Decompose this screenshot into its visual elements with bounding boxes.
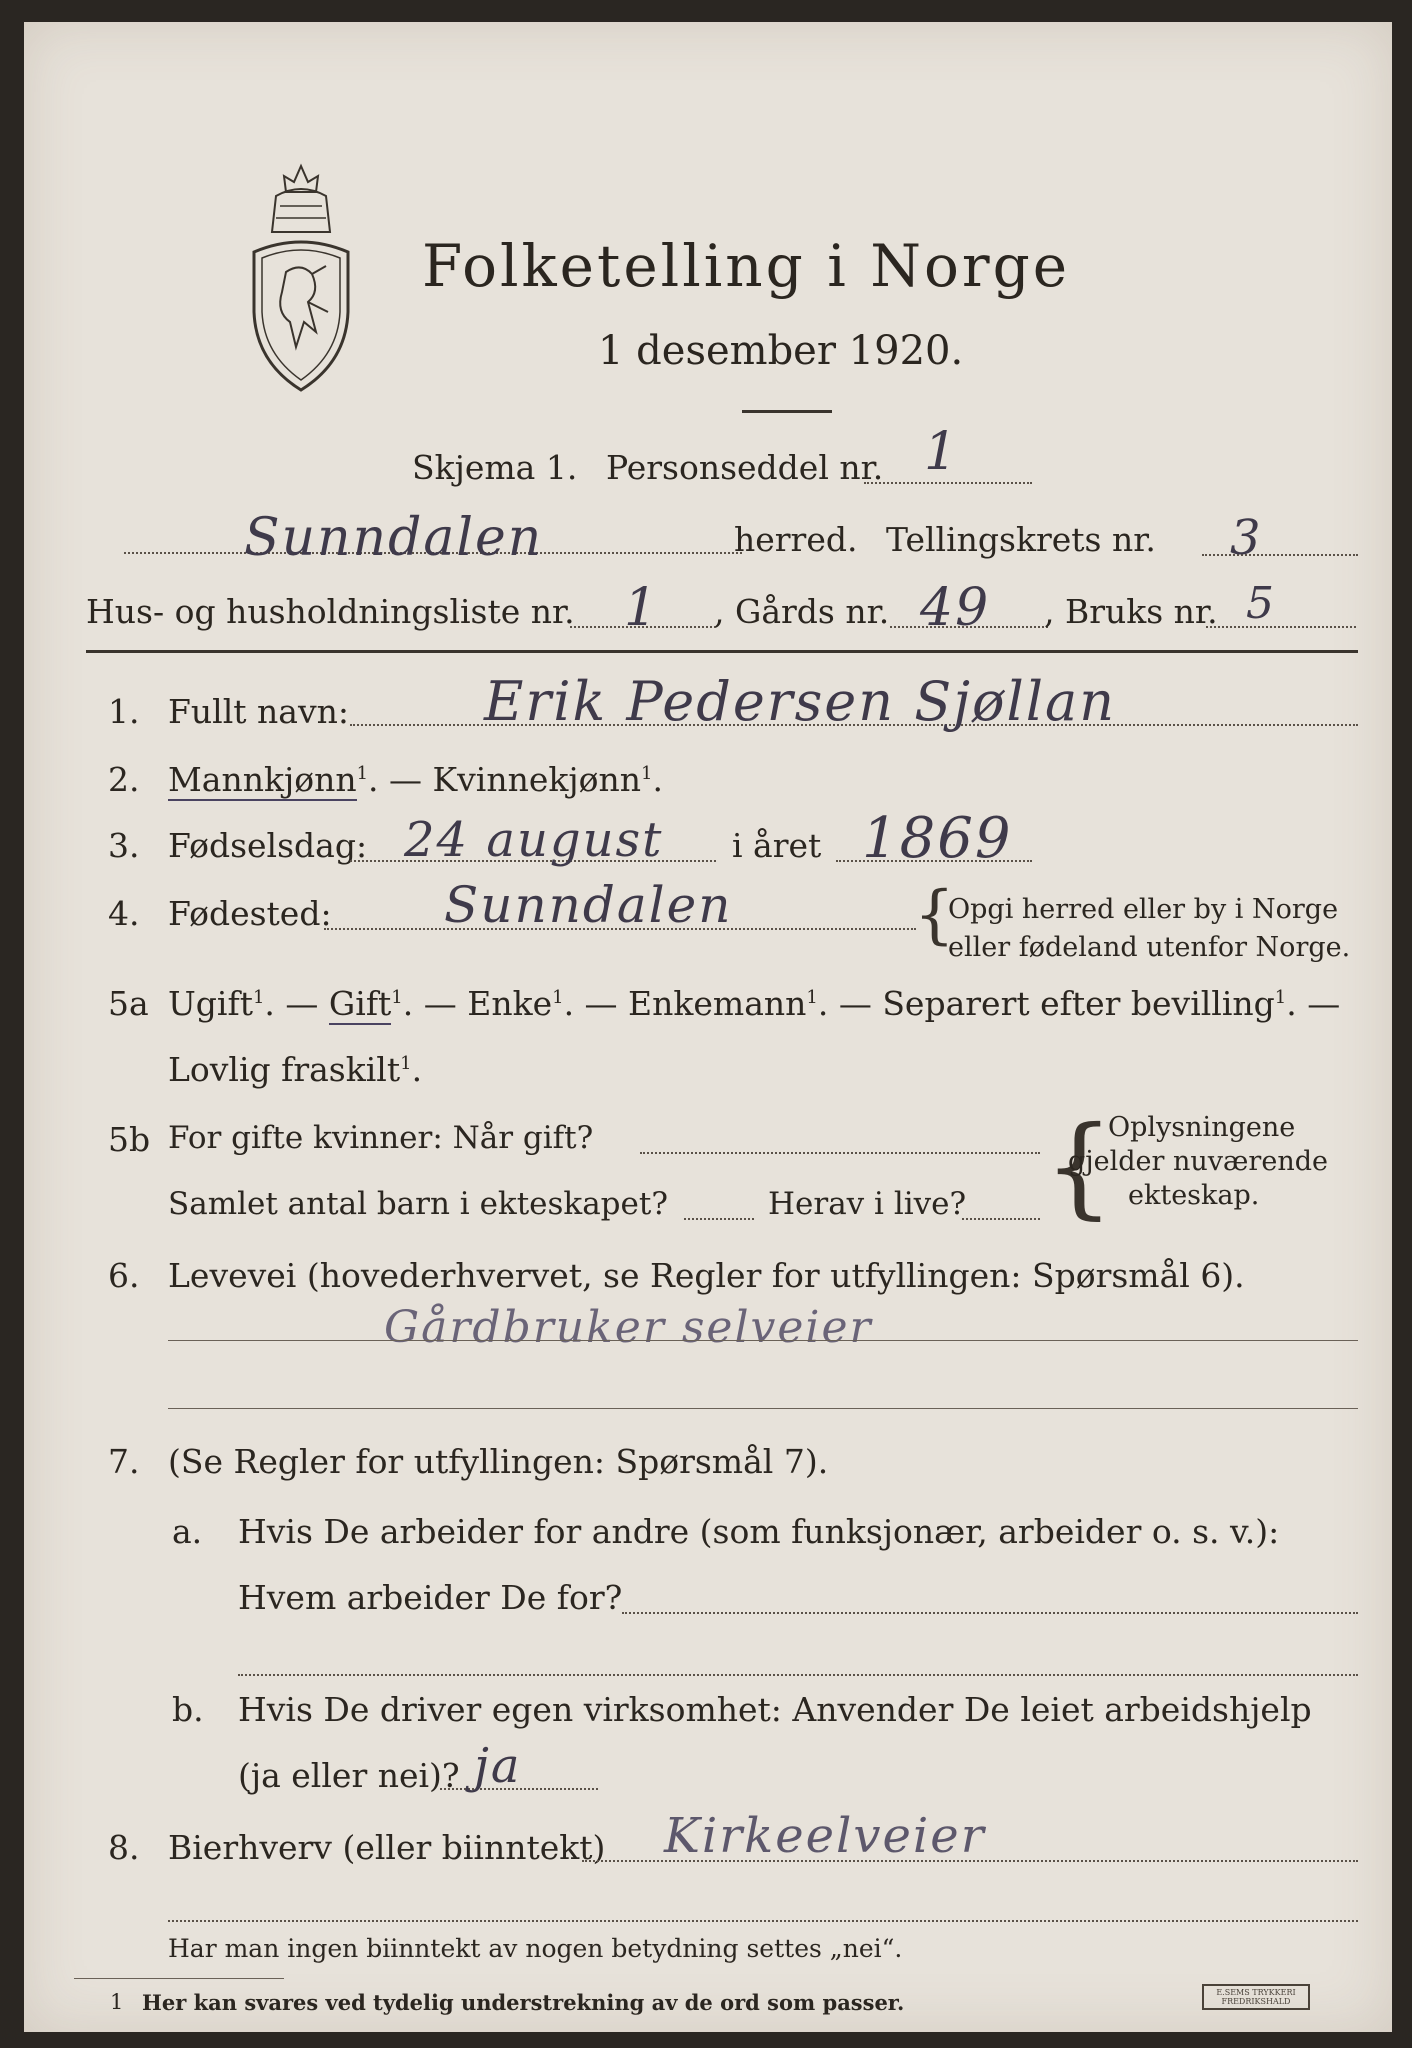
form-title: Folketelling i Norge (422, 232, 1071, 300)
q5a-status: Ugift$^1$. — Gift$^1$. — Enke$^1$. — Enkemann$^1$. — Separert efter bevilling$^1$. — (168, 984, 1341, 1023)
printer-stamp: E.SEMS TRYKKERI FREDRIKSHALD (1202, 1984, 1310, 2010)
husliste-value[interactable]: 1 (624, 578, 660, 638)
header-divider (86, 650, 1358, 653)
employer-field[interactable] (622, 1612, 1358, 1614)
q3-label: Fødselsdag: (168, 826, 368, 865)
q6-number: 6. (108, 1256, 140, 1295)
q7b-question: (ja eller nei)? (238, 1756, 460, 1795)
norway-coat-of-arms-icon (246, 162, 356, 392)
q5b-children-label: Samlet antal barn i ekteskapet? (168, 1186, 668, 1222)
birthday-value[interactable]: 24 august (404, 812, 664, 868)
full-name-value[interactable]: Erik Pedersen Sjøllan (484, 670, 1116, 733)
q8-label: Bierhverv (eller biinntekt) (168, 1828, 606, 1867)
male-option[interactable]: Mannkjønn (168, 760, 357, 799)
bruks-value[interactable]: 5 (1246, 578, 1276, 629)
q5a-number: 5a (108, 984, 149, 1023)
birthplace-value[interactable]: Sunndalen (444, 876, 733, 934)
q5b-note-1: Oplysningene (1108, 1112, 1296, 1143)
q5b-note-2: gjelder nuværende (1068, 1146, 1328, 1177)
when-married-field[interactable] (640, 1152, 1040, 1154)
schema-label: Skjema 1. (412, 448, 578, 487)
husliste-label: Hus- og husholdningsliste nr. (86, 592, 575, 631)
bruks-label: , Bruks nr. (1044, 592, 1218, 631)
widower-option[interactable]: Enkemann (628, 984, 807, 1023)
q7b-label: Hvis De driver egen virksomhet: Anvender De leiet arbeidshjelp (238, 1690, 1312, 1729)
tellingskrets-label: Tellingskrets nr. (886, 520, 1156, 559)
divorced-option[interactable]: Lovlig fraskilt (168, 1050, 401, 1089)
q7a-question: Hvem arbeider De for? (238, 1578, 623, 1617)
birthplace-note-2: eller fødeland utenfor Norge. (948, 932, 1351, 963)
personseddel-value[interactable]: 1 (924, 422, 960, 482)
tellingskrets-value[interactable]: 3 (1230, 510, 1263, 566)
children-field[interactable] (684, 1218, 754, 1220)
footnote-text: Her kan svares ved tydelig understrekning av de ord som passer. (142, 1990, 905, 2015)
census-date: 1 desember 1920. (598, 328, 964, 374)
q2-number: 2. (108, 760, 140, 799)
q8-number: 8. (108, 1828, 140, 1867)
gards-value[interactable]: 49 (920, 578, 991, 638)
q6-label: Levevei (hovederhvervet, se Regler for utfyllingen: Spørsmål 6). (168, 1256, 1245, 1295)
birthplace-note-1: Opgi herred eller by i Norge (948, 894, 1339, 925)
title-divider (742, 410, 832, 413)
married-option[interactable]: Gift (328, 984, 392, 1023)
personseddel-label: Personseddel nr. (606, 448, 884, 487)
q7a-label: Hvis De arbeider for andre (som funksjonær, arbeider o. s. v.): (238, 1512, 1280, 1551)
q7-label: (Se Regler for utfyllingen: Spørsmål 7). (168, 1442, 829, 1481)
q5b-note-3: ekteskap. (1128, 1180, 1260, 1211)
q3-number: 3. (108, 826, 140, 865)
female-option[interactable]: Kvinnekjønn (432, 760, 642, 799)
census-form: Folketelling i Norge 1 desember 1920. Skjema 1. Personseddel nr. 1 Sunndalen herred. Tellingskrets nr. 3 Hus- og husholdningsliste nr. 1 , Gårds nr. 49 , Bruks nr. 5 1. Fullt navn: Erik Pedersen Sjøllan 2. Mannkjønn$^1$. — Kvinnekjønn$^1$. 3. Fødselsdag: 24 august i året 1869 4. Fødested: Sunndalen { Opgi herred eller by i Norge eller fødeland utenfor Norge. 5a Ugift$^1$. — Gift$^1$. — Enke$^1$. — Enkemann$^1$. — Separert efter bevilling$^1$. — Lovlig fraskilt$^1$. 5b For gifte kvinner: Når gift? Samlet antal barn i ekteskapet? Herav i live? { Oplysningene gjelder nuværende ekteskap. 6. Levevei (hovederhvervet, se Regler for utfyllingen: Spørsmål 6). Gårdbruker selveier 7. (Se Regler for utfyllingen: Spørsmål 7). a. Hvis De arbeider for andre (som funksjonær, arbeider o. s. v.): Hvem arbeider De for? b. Hvis De driver egen virksomhet: Anvender De leiet arbeidshjelp (ja eller nei)? ja 8. Bierhverv (eller biinntekt) Kirkeelveier Har man ingen biinntekt av nogen betydning settes „nei“. 1 Her kan svares ved tydelig understrekning av de ord som passer. E.SEMS TRYKKERI FREDRIKSHALD (24, 22, 1392, 2032)
q5b-number: 5b (108, 1120, 151, 1159)
occupation-value[interactable]: Gårdbruker selveier (384, 1302, 873, 1353)
footnote-mark: 1 (110, 1990, 124, 2014)
year-label: i året (732, 826, 822, 865)
q1-label: Fullt navn: (168, 692, 349, 731)
widow-option[interactable]: Enke (467, 984, 553, 1023)
side-occupation-value[interactable]: Kirkeelveier (664, 1808, 986, 1864)
alive-field[interactable] (962, 1218, 1040, 1220)
q5b-when-married-label: For gifte kvinner: Når gift? (168, 1120, 594, 1156)
q7b-letter: b. (172, 1690, 204, 1729)
unmarried-option[interactable]: Ugift (168, 984, 253, 1023)
q2-sex: Mannkjønn$^1$. — Kvinnekjønn$^1$. (168, 760, 663, 799)
q4-label: Fødested: (168, 894, 332, 933)
birth-year-value[interactable]: 1869 (862, 806, 1013, 871)
q1-number: 1. (108, 692, 140, 731)
herred-label: herred. (734, 520, 858, 559)
separated-option[interactable]: Separert efter bevilling (882, 984, 1275, 1023)
q7-number: 7. (108, 1442, 140, 1481)
q4-number: 4. (108, 894, 140, 933)
gards-label: , Gårds nr. (714, 592, 890, 631)
q5b-alive-label: Herav i live? (768, 1186, 967, 1222)
herred-value[interactable]: Sunndalen (244, 508, 544, 568)
hired-help-value[interactable]: ja (474, 1738, 522, 1794)
q7a-letter: a. (172, 1512, 203, 1551)
q8-note: Har man ingen biinntekt av nogen betydning settes „nei“. (168, 1934, 903, 1963)
